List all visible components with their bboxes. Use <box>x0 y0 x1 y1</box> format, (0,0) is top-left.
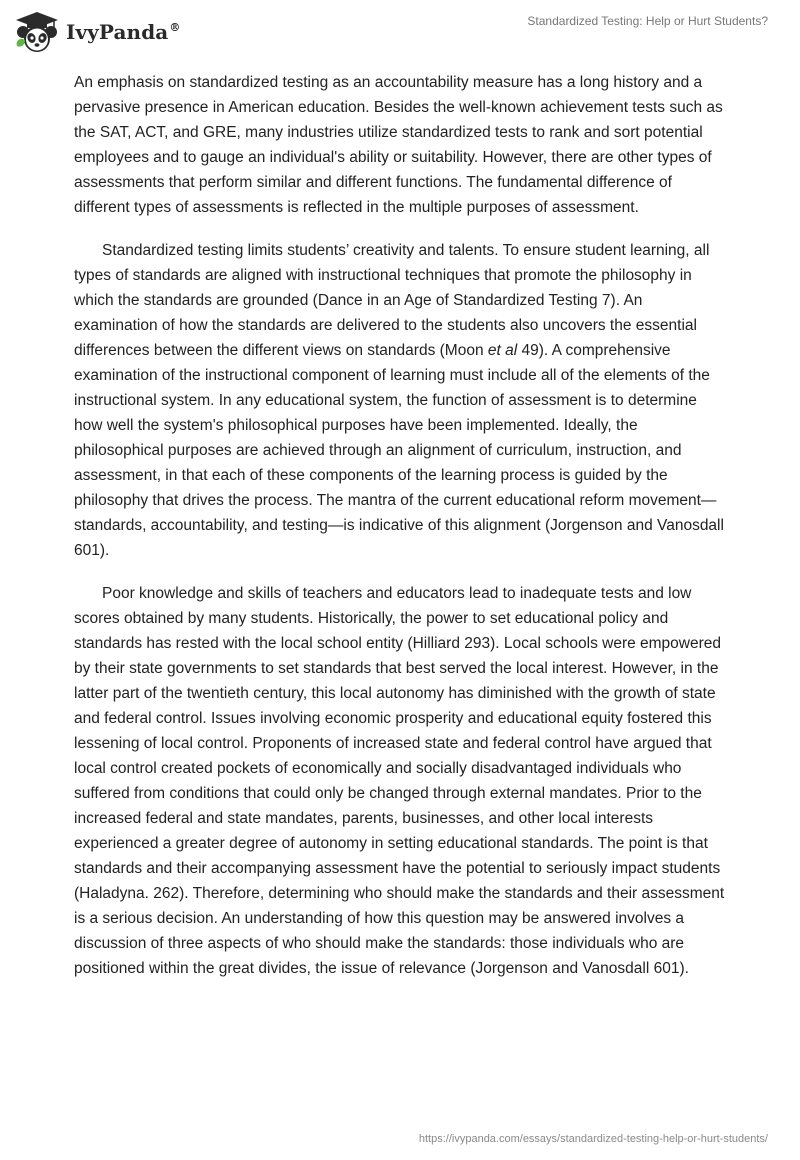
paragraph-2-text-before: Standardized testing limits students’ creativity and talents. To ensure student learning, all types of standards are aligned with instructional techniques that promote the philosophy in which the standards are grounded (Dance in an Age of Standardized Testing 7). An examination of how the standards are delivered to the students also uncovers the essential differences between the different views on standards (Moon <box>74 242 710 359</box>
paragraph-3: Poor knowledge and skills of teachers and educators lead to inadequate tests and low scores obtained by many students. Historically, the power to set educational policy and standards has rested with the local school entity (Hilliard 293). Local schools were empowered by their state governments to set standards that best served the local interest. However, in the latter part of the twentieth century, this local autonomy has diminished with the growth of state and federal control. Issues involving economic prosperity and educational equity fostered this lessening of local control. Proponents of increased state and federal control have argued that local control created pockets of economically and socially disadvantaged individuals who suffered from conditions that could only be changed through external mandates. Prior to the increased federal and state mandates, parents, businesses, and other local interests experienced a greater degree of autonomy in setting educational standards. The point is that standards and their accompanying assessment have the potential to seriously impact students (Haladyna. 262). Therefore, determining who should make the standards and their assessment is a serious decision. An understanding of how this question may be answered involves a discussion of three aspects of who should make the standards: those individuals who are positioned within the great divides, the issue of relevance (Jorgenson and Vanosdall 601). <box>74 585 725 977</box>
brand-logo[interactable] <box>14 10 180 54</box>
paragraph-2-text-after: 49). A comprehensive examination of the instructional component of learning must include all of the elements of the instructional system. In any educational system, the function of assessment is to determine how well the system's philosophical purposes have been implemented. Ideally, the philosophical purposes are achieved through an alignment of curriculum, instruction, and assessment, in that each of these components of the learning process is guided by the philosophy that drives the process. The mantra of the current educational reform movement—standards, accountability, and testing—is indicative of this alignment (Jorgenson and Vanosdall 601). <box>74 342 724 559</box>
registered-mark: ® <box>169 21 181 35</box>
paragraph-2-italic-citation: et al <box>487 342 518 359</box>
brand-name: IvyPanda® <box>66 20 181 44</box>
essay-title: Standardized Testing: Help or Hurt Students? <box>527 14 768 28</box>
source-url[interactable]: https://ivypanda.com/essays/standardized-testing-help-or-hurt-students/ <box>418 1133 768 1145</box>
paragraph-1: An emphasis on standardized testing as an accountability measure has a long history and a pervasive presence in American education. Besides the well-known achievement tests such as the SAT, ACT, and GRE, many industries utilize standardized tests to rank and sort potential employees and to gauge an individual's ability or suitability. However, there are other types of assessments that perform similar and different functions. The fundamental difference of different types of assessments is reflected in the multiple purposes of assessment. <box>74 74 723 216</box>
panda-graduation-cap-icon <box>14 10 60 54</box>
paragraph-2 <box>74 238 726 563</box>
page-header <box>0 0 800 64</box>
essay-body <box>74 70 726 999</box>
